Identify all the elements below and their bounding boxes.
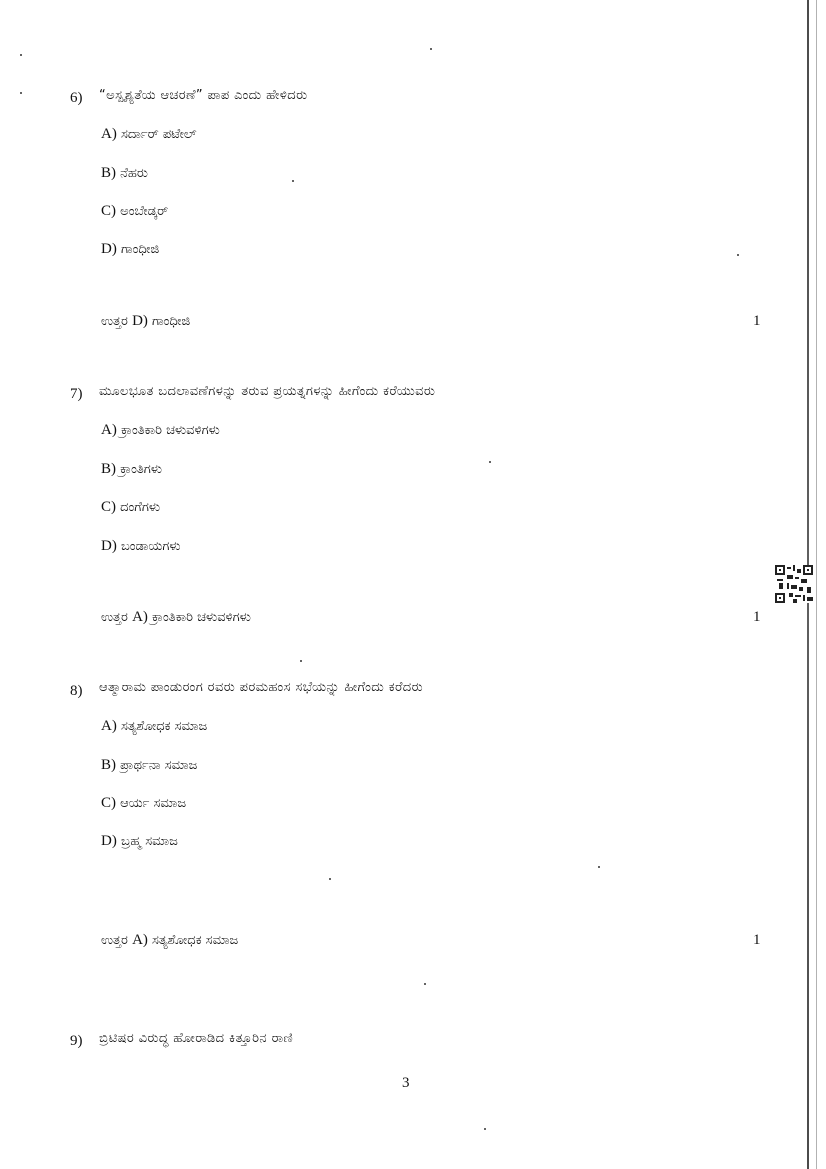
option-letter: D) xyxy=(101,538,117,554)
option-c xyxy=(101,499,160,516)
option-letter: A) xyxy=(101,422,117,438)
option-text: ಸತ್ಯಶೋಧಕ ಸಮಾಜ xyxy=(120,719,208,734)
option-b xyxy=(101,461,162,478)
option-text: ನೆಹರು xyxy=(120,166,148,181)
option-d xyxy=(101,241,159,258)
option-a xyxy=(101,422,220,439)
answer-text: ಸತ್ಯಶೋಧಕ ಸಮಾಜ xyxy=(152,933,239,948)
option-letter: D) xyxy=(101,241,117,257)
option-text: ಆರ್ಯ ಸಮಾಜ xyxy=(120,796,187,811)
answer-label: ಉತ್ತರ xyxy=(101,933,128,948)
scan-speck xyxy=(484,1128,486,1130)
option-text: ಅಂಬೇಡ್ಕರ್ xyxy=(120,204,169,219)
option-b xyxy=(101,757,197,774)
option-text: ಕ್ರಾಂತಿಕಾರಿ ಚಳುವಳಿಗಳು xyxy=(120,423,220,438)
option-letter: A) xyxy=(101,718,117,734)
option-text: ಗಾಂಧೀಜಿ xyxy=(120,242,160,257)
scan-speck xyxy=(489,461,491,463)
option-letter: A) xyxy=(101,126,117,142)
option-letter: C) xyxy=(101,499,116,515)
answer-text: ಕ್ರಾಂತಿಕಾರಿ ಚಳುವಳಿಗಳು xyxy=(152,610,251,625)
marks-value: 1 xyxy=(753,313,761,329)
option-text: ಬ್ರಹ್ಮ ಸಮಾಜ xyxy=(120,834,178,849)
answer-text: ಗಾಂಧೀಜಿ xyxy=(152,314,191,329)
option-d xyxy=(101,833,178,850)
scan-speck xyxy=(20,92,22,94)
scan-speck xyxy=(329,878,331,880)
option-c xyxy=(101,203,168,220)
option-b xyxy=(101,165,148,182)
scan-speck xyxy=(598,866,600,868)
page-number: 3 xyxy=(402,1075,410,1091)
question-number: 6) xyxy=(70,90,83,106)
option-letter: D) xyxy=(101,833,117,849)
option-text: ಕ್ರಾಂತಿಗಳು xyxy=(120,462,163,477)
option-letter: B) xyxy=(101,757,116,773)
answer-letter: D) xyxy=(132,313,148,329)
answer-line xyxy=(101,609,251,626)
option-text: ಸರ್ದಾರ್ ಪಟೇಲ್ xyxy=(120,127,197,142)
answer-line xyxy=(101,932,238,949)
qr-code-icon xyxy=(775,565,813,603)
scan-speck xyxy=(430,48,432,50)
question-text: ಮೂಲಭೂತ ಬದಲಾವಣೆಗಳನ್ನು ತರುವ ಪ್ರಯತ್ನಗಳನ್ನು ಹೀಗೆಂದು ಕರೆಯುವರು xyxy=(99,384,436,399)
marks-value: 1 xyxy=(753,609,761,625)
question-number: 9) xyxy=(70,1033,83,1049)
scan-speck xyxy=(20,54,22,56)
answer-letter: A) xyxy=(132,932,148,948)
scan-speck xyxy=(300,660,302,662)
option-letter: C) xyxy=(101,795,116,811)
option-text: ದಂಗೆಗಳು xyxy=(120,500,161,515)
scan-speck xyxy=(424,983,426,985)
option-a xyxy=(101,718,207,735)
option-letter: B) xyxy=(101,461,116,477)
marks-value: 1 xyxy=(753,932,761,948)
question-text: “ಅಸ್ಪೃಶ್ಯತೆಯ ಆಚರಣೆ” ಪಾಪ ಎಂದು ಹೇಳಿದರು xyxy=(99,88,308,103)
question-text: ಬ್ರಿಟಿಷರ ವಿರುದ್ಧ ಹೋರಾಡಿದ ಕಿತ್ತೂರಿನ ರಾಣಿ xyxy=(99,1031,294,1046)
option-d xyxy=(101,538,181,555)
scan-speck xyxy=(292,180,294,182)
question-number: 8) xyxy=(70,683,83,699)
option-letter: C) xyxy=(101,203,116,219)
option-letter: B) xyxy=(101,165,116,181)
option-text: ಬಂಡಾಯಗಳು xyxy=(120,539,181,554)
answer-line xyxy=(101,313,190,330)
answer-label: ಉತ್ತರ xyxy=(101,610,128,625)
option-c xyxy=(101,795,186,812)
option-a xyxy=(101,126,197,143)
question-text: ಆತ್ಮಾರಾಮ ಪಾಂಡುರಂಗ ರವರು ಪರಮಹಂಸ ಸಭೆಯನ್ನು ಹೀಗೆಂದು ಕರೆದರು xyxy=(99,680,423,695)
answer-label: ಉತ್ತರ xyxy=(101,314,128,329)
question-number: 7) xyxy=(70,386,83,402)
option-text: ಪ್ರಾರ್ಥನಾ ಸಮಾಜ xyxy=(120,758,198,773)
scan-speck xyxy=(737,254,739,256)
answer-letter: A) xyxy=(132,609,148,625)
scan-border-line-secondary xyxy=(816,0,817,1169)
